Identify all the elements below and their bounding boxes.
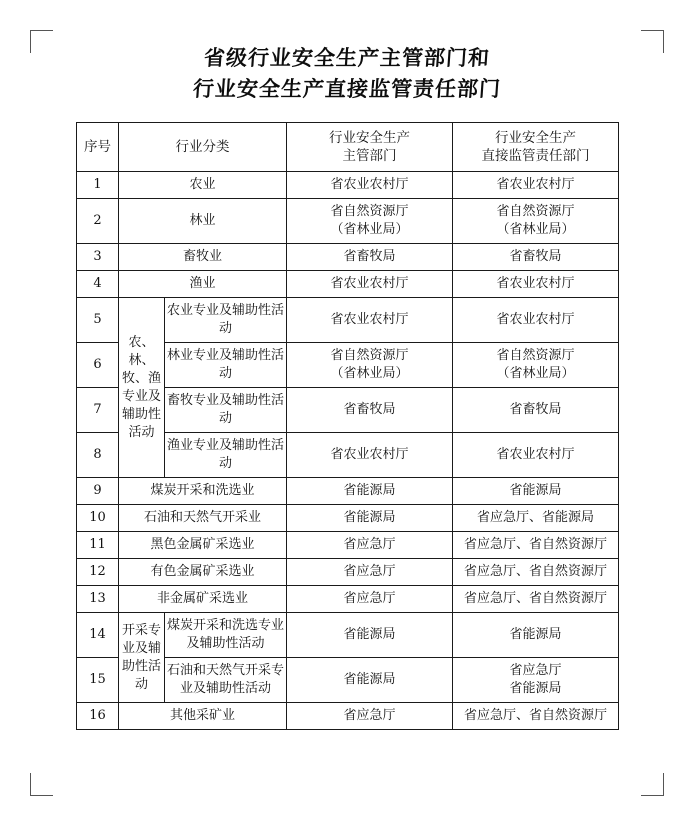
industry-responsibility-table [76,122,619,730]
cell-no: 15 [77,658,119,703]
cell-supervisor: 省农业农村厅 [453,172,619,199]
table-row [77,613,619,658]
cell-category-group-agriculture: 农、林、牧、渔专业及辅助性活动 [119,298,165,478]
table-row [77,271,619,298]
cell-supervisor: 省畜牧局 [453,244,619,271]
cell-supervisor [453,343,619,388]
cell-no: 3 [77,244,119,271]
cell-supervisor: 省能源局 [453,478,619,505]
cell-supervisor-line2: （省林业局） [496,366,575,381]
cell-category: 煤炭开采和洗选业 [119,478,287,505]
cell-no: 4 [77,271,119,298]
crop-mark-bottom-left [30,773,53,796]
cell-supervisor: 省农业农村厅 [453,271,619,298]
cell-subcategory: 林业专业及辅助性活动 [165,343,287,388]
cell-supervisor: 省应急厅、省能源局 [453,505,619,532]
table-row [77,478,619,505]
header-department-line1: 行业安全生产 [329,130,410,146]
cell-supervisor: 省应急厅、省自然资源厅 [453,532,619,559]
cell-department: 省能源局 [287,613,453,658]
cell-supervisor: 省应急厅、省自然资源厅 [453,559,619,586]
cell-department: 省能源局 [287,658,453,703]
cell-category: 林业 [119,199,287,244]
cell-supervisor [453,658,619,703]
industry-table-container [76,122,618,730]
header-department [287,123,453,172]
cell-department-line2: （省林业局） [330,366,409,381]
table-row [77,298,619,343]
cell-department: 省农业农村厅 [287,172,453,199]
table-row [77,586,619,613]
header-category: 行业分类 [119,123,287,172]
cell-no: 13 [77,586,119,613]
table-row [77,703,619,730]
page-title-line-1: 省级行业安全生产主管部门和 [203,45,491,70]
cell-department: 省应急厅 [287,703,453,730]
cell-supervisor: 省畜牧局 [453,388,619,433]
cell-supervisor-line2: （省林业局） [496,222,575,237]
cell-category: 有色金属矿采选业 [119,559,287,586]
cell-department [287,343,453,388]
cell-subcategory: 渔业专业及辅助性活动 [165,433,287,478]
cell-department-line1: 省自然资源厅 [330,348,409,363]
header-no: 序号 [77,123,119,172]
cell-supervisor-line1: 省自然资源厅 [496,204,575,219]
cell-no: 7 [77,388,119,433]
cell-subcategory: 煤炭开采和洗选专业及辅助性活动 [165,613,287,658]
cell-category: 畜牧业 [119,244,287,271]
cell-no: 10 [77,505,119,532]
cell-no: 2 [77,199,119,244]
cell-no: 14 [77,613,119,658]
cell-supervisor-line2: 省能源局 [509,681,562,696]
cell-supervisor-line1: 省自然资源厅 [496,348,575,363]
cell-department: 省应急厅 [287,586,453,613]
cell-subcategory: 石油和天然气开采专业及辅助性活动 [165,658,287,703]
page-title-line-2: 行业安全生产直接监管责任部门 [192,76,502,101]
cell-supervisor: 省农业农村厅 [453,298,619,343]
cell-department: 省农业农村厅 [287,271,453,298]
cell-department [287,199,453,244]
cell-department: 省农业农村厅 [287,433,453,478]
cell-department: 省农业农村厅 [287,298,453,343]
table-row [77,559,619,586]
header-department-line2: 主管部门 [342,148,397,164]
cell-department: 省能源局 [287,505,453,532]
cell-supervisor-line1: 省应急厅 [509,663,562,678]
cell-subcategory: 畜牧专业及辅助性活动 [165,388,287,433]
cell-department: 省应急厅 [287,532,453,559]
cell-no: 12 [77,559,119,586]
header-supervisor [453,123,619,172]
cell-category: 农业 [119,172,287,199]
cell-supervisor: 省应急厅、省自然资源厅 [453,703,619,730]
cell-supervisor: 省应急厅、省自然资源厅 [453,586,619,613]
table-row [77,244,619,271]
cell-supervisor [453,199,619,244]
table-row [77,505,619,532]
cell-department-line1: 省自然资源厅 [330,204,409,219]
crop-mark-bottom-right [641,773,664,796]
cell-department: 省畜牧局 [287,388,453,433]
cell-department-line2: （省林业局） [330,222,409,237]
cell-no: 8 [77,433,119,478]
header-supervisor-line1: 行业安全生产 [495,130,576,146]
cell-no: 11 [77,532,119,559]
cell-department: 省应急厅 [287,559,453,586]
cell-category: 黑色金属矿采选业 [119,532,287,559]
cell-subcategory: 农业专业及辅助性活动 [165,298,287,343]
cell-no: 9 [77,478,119,505]
cell-supervisor: 省能源局 [453,613,619,658]
header-supervisor-line2: 直接监管责任部门 [481,148,590,164]
table-row [77,172,619,199]
table-header-row [77,123,619,172]
cell-category-group-mining: 开采专业及辅助性活动 [119,613,165,703]
cell-category: 其他采矿业 [119,703,287,730]
cell-department: 省能源局 [287,478,453,505]
cell-supervisor: 省农业农村厅 [453,433,619,478]
table-row [77,199,619,244]
cell-no: 1 [77,172,119,199]
cell-category: 石油和天然气开采业 [119,505,287,532]
cell-category: 非金属矿采选业 [119,586,287,613]
page-title [0,42,694,104]
cell-department: 省畜牧局 [287,244,453,271]
cell-no: 16 [77,703,119,730]
cell-category: 渔业 [119,271,287,298]
table-row [77,532,619,559]
cell-no: 5 [77,298,119,343]
cell-no: 6 [77,343,119,388]
